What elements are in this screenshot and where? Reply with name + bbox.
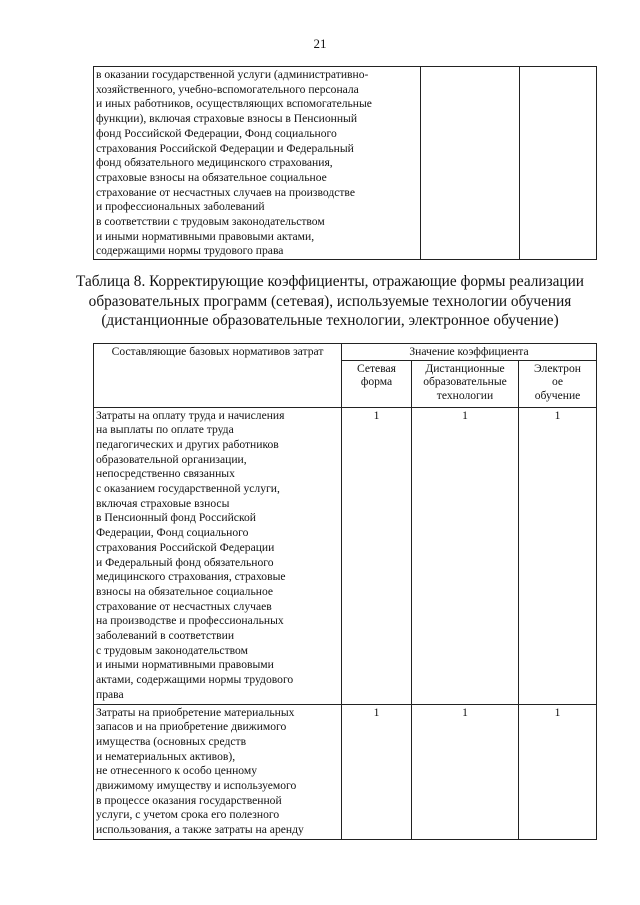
value-cell	[520, 67, 597, 260]
row-label-cell	[94, 407, 342, 704]
continued-table	[93, 66, 597, 260]
value-cell	[421, 67, 520, 260]
coefficient-value: 1	[373, 408, 380, 422]
subheader-network-label: Сетевая форма	[356, 361, 397, 388]
cost-component-cell	[94, 67, 421, 260]
header-row	[94, 344, 597, 361]
coefficient-value: 1	[462, 408, 468, 422]
subheader-network	[342, 360, 412, 407]
header-cell-components	[94, 344, 342, 408]
value-cell	[342, 704, 412, 839]
coefficient-value: 1	[554, 705, 561, 719]
coefficients-table	[93, 343, 597, 840]
table-row	[94, 704, 597, 839]
coefficient-value: 1	[373, 705, 380, 719]
header-components-label: Составляющие базовых нормативов затрат	[111, 345, 324, 358]
header-cell-coefficient	[342, 344, 597, 361]
subheader-distance-label: Дистанционные образовательные технологии	[423, 361, 507, 402]
value-cell	[412, 704, 519, 839]
subheader-distance	[412, 360, 519, 407]
value-cell	[412, 407, 519, 704]
coefficient-value: 1	[554, 408, 561, 422]
cost-component-text: в оказании государственной услуги (административно- хозяйственного, учебно-вспомогательного персонала и иных работников, осуществляющих вспомогательные функции), включая страховые взносы в Пенсионный фонд Российской Федерации, Фонд социального страхования Российской Федерации и Федеральный фонд обязательного медицинского страхования, страховые взносы на обязательное социальное страхование от несчастных случаев на производстве и профессиональных заболеваний в соответствии с трудовым законодательством и иными нормативными правовыми актами, содержащими нормы трудового права	[96, 68, 372, 258]
header-coefficient-label: Значение коэффициента	[409, 345, 529, 358]
subheader-elearning-label: Электрон ое обучение	[534, 361, 581, 402]
table-row	[94, 407, 597, 704]
page-number: 21	[313, 36, 327, 51]
value-cell	[519, 407, 597, 704]
subheader-elearning	[519, 360, 597, 407]
table-caption: Таблица 8. Корректирующие коэффициенты, отражающие формы реализации образовательных программ (сетевая), используемые технологии обучения (дистанционные образовательные технологии, электронное обучение)	[76, 273, 584, 329]
row-label-cell	[94, 704, 342, 839]
row-label: Затраты на приобретение материальных запасов и на приобретение движимого имущества (основных средств и нематериальных активов), не отнесенного к особо ценному движимому имуществу и используемого в процессе оказания государственной услуги, с учетом срока его полезного использования, а также затраты на аренду	[96, 705, 304, 837]
row-label: Затраты на оплату труда и начисления на выплаты по оплате труда педагогических и других работников образовательной организации, непосредственно связанных с оказанием государственной услуги, включая страховые взносы в Пенсионный фонд Российской Федерации, Фонд социального страхования Российской Федерации и Федеральный фонд обязательного медицинского страхования, страховые взносы на обязательное социальное страхование от несчастных случаев на производстве и профессиональных заболеваний в соответствии с трудовым законодательством и иными нормативными правовыми актами, содержащими нормы трудового права	[96, 408, 294, 701]
table-row	[94, 67, 597, 260]
value-cell	[342, 407, 412, 704]
coefficient-value: 1	[462, 705, 468, 719]
value-cell	[519, 704, 597, 839]
